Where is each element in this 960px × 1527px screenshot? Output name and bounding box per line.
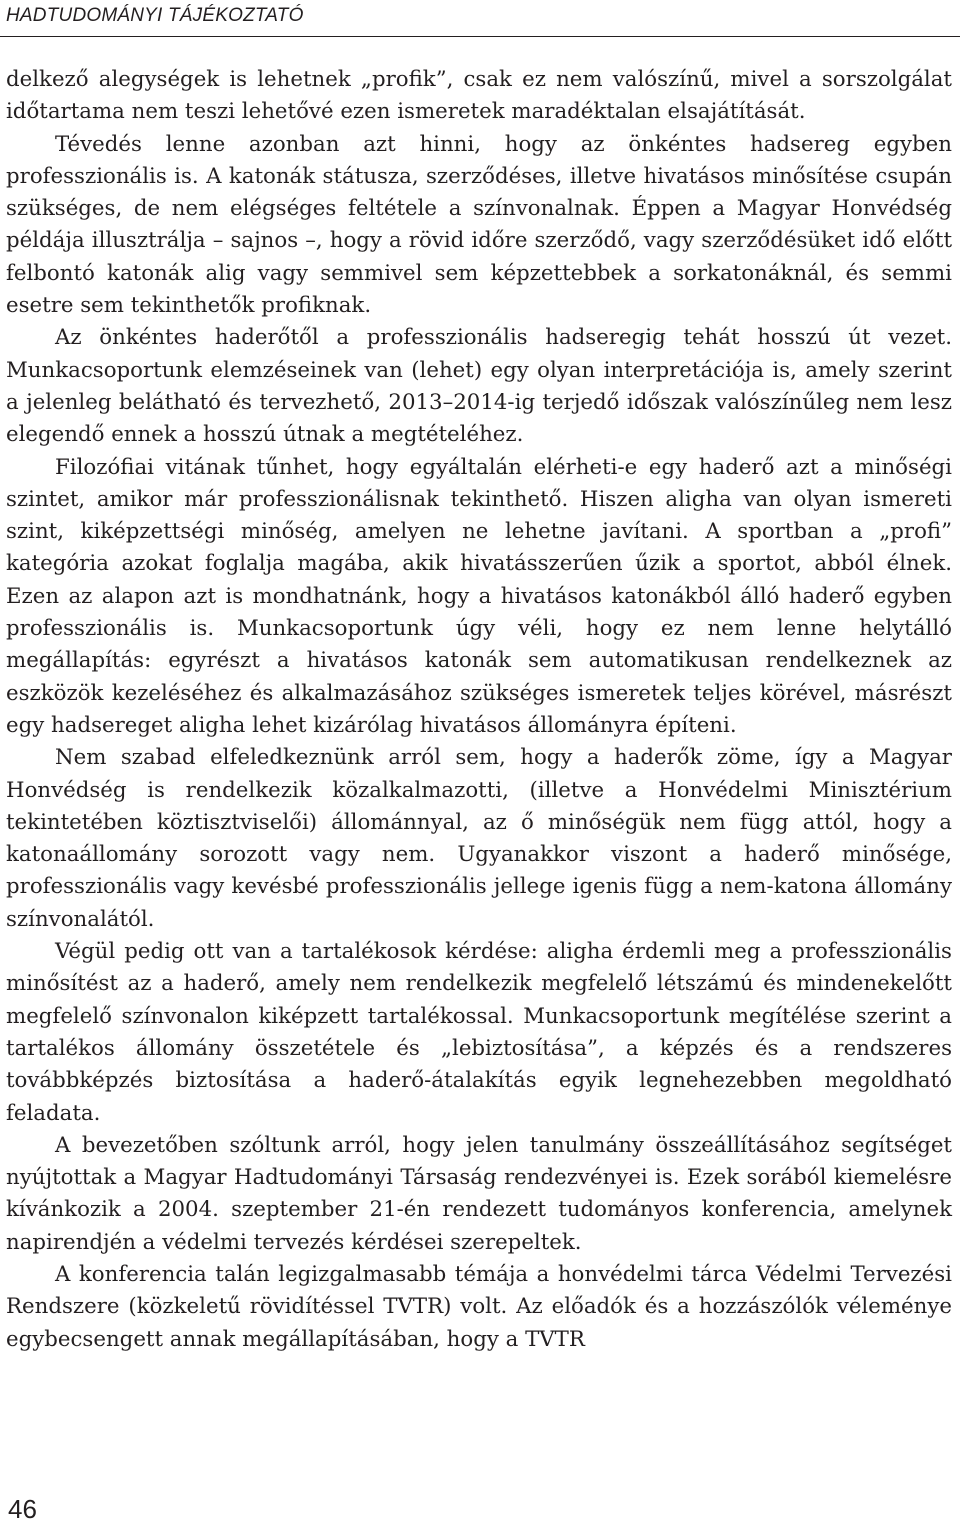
paragraph: A konferencia talán legizgalmasabb témája a honvédelmi tárca Védelmi Tervezési Rendszere (közkeletű rövidítéssel TVTR) volt. Az előadók és a hozzászólók véleménye egybecsengett annak megállapításában, hogy a TVTR: [6, 1261, 952, 1352]
header-divider: [0, 36, 960, 37]
paragraph: A bevezetőben szóltunk arról, hogy jelen tanulmány összeállításához segítséget nyújtottak a Magyar Hadtudományi Társaság rendezvényei is. Ezek sorából kiemelésre kívánkozik a 2004. szeptember 21-én rendezett tudományos konferencia, amelynek napirendjén a védelmi tervezés kérdései szerepeltek.: [6, 1132, 952, 1255]
journal-title: HADTUDOMÁNYI TÁJÉKOZTATÓ: [6, 5, 304, 26]
running-header: [0, 0, 960, 40]
paragraph: Az önkéntes haderőtől a professzionális hadseregig tehát hosszú út vezet. Munkacsoportunk elemzéseinek van (lehet) egy olyan interpretációja is, amely szerint a jelenleg belátható és tervezhető, 2013–2014-ig terjedő időszak valószínűleg nem lesz elegendő ennek a hosszú útnak a megtételéhez.: [6, 325, 952, 448]
article-body: [6, 64, 952, 1356]
paragraph: delkező alegységek is lehetnek „profik”, csak ez nem valószínű, mivel a sorszolgálat időtartama nem teszi lehetővé ezen ismeretek maradéktalan elsajátítását.: [6, 67, 952, 125]
paragraph: Tévedés lenne azonban azt hinni, hogy az önkéntes hadsereg egyben professzionális is. A katonák státusza, szerződéses, illetve hivatásos minősítése csupán szükséges, de nem elégséges feltétele a színvonalnak. Éppen a Magyar Honvédség példája illusztrálja – sajnos –, hogy a rövid időre szerződő, vagy szerződésüket idő előtt felbontó katonák alig vagy semmivel sem képzettebbek a sorkatonáknál, és semmi esetre sem tekinthetők profiknak.: [6, 131, 952, 319]
paragraph: Filozófiai vitának tűnhet, hogy egyáltalán elérheti-e egy haderő azt a minőségi szintet, amikor már professzionálisnak tekinthető. Hiszen aligha van olyan ismereti szint, kiképzettségi minőség, amelyen ne lehetne javítani. A sportban a „profi” kategória azokat foglalja magába, akik hivatásszerűen űzik a sportot, abból élnek. Ezen az alapon azt is mondhatnánk, hogy a hivatásos katonákból álló haderő egyben professzionális is. Munkacsoportunk úgy véli, hogy ez nem lenne helytálló megállapítás: egyrészt a hivatásos katonák sem automatikusan rendelkeznek az eszközök kezeléséhez és alkalmazásához szükséges ismeretek teljes körével, másrészt egy hadsereget aligha lehet kizárólag hivatásos állományra építeni.: [6, 454, 952, 738]
page-number: 46: [8, 1494, 37, 1524]
paragraph: Nem szabad elfeledkeznünk arról sem, hogy a haderők zöme, így a Magyar Honvédség is rendelkezik közalkalmazotti, (illetve a Honvédelmi Minisztérium tekintetében köztisztviselői) állománnyal, az ő minőségük nem függ attól, hogy a katonaállomány sorozott vagy nem. Ugyanakkor viszont a haderő minősége, professzionális vagy kevésbé professzionális jellege igenis függ a nem-katona állomány színvonalától.: [6, 745, 952, 932]
paragraph: Végül pedig ott van a tartalékosok kérdése: aligha érdemli meg a professzionális minősítést az a haderő, amely nem rendelkezik megfelelő létszámú és mindenekelőtt megfelelő színvonalon kiképzett tartalékossal. Munkacsoportunk megítélése szerint a tartalékos állomány összetétele és „lebiztosítása”, a képzés és a rendszeres továbbképzés biztosítása a haderő-átalakítás egyik legnehezebben megoldható feladata.: [6, 939, 952, 1126]
